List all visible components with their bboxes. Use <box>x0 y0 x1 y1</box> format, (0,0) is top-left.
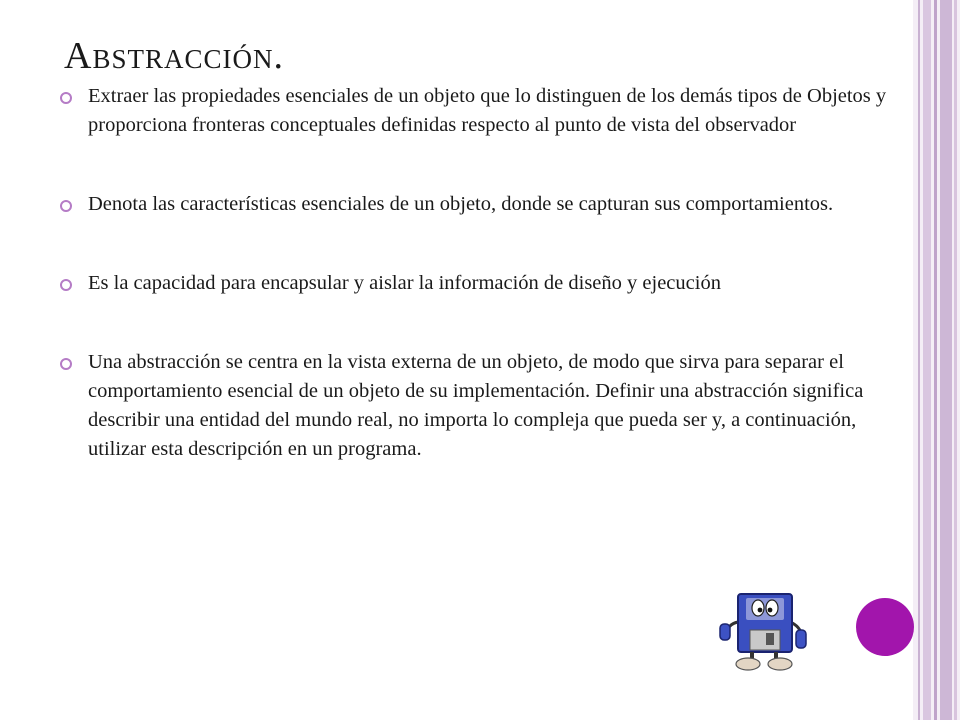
purple-circle-decoration <box>856 598 914 656</box>
ring-bullet-icon <box>60 279 72 291</box>
bullet-text: Es la capacidad para encapsular y aislar la información de diseño y ejecución <box>88 272 721 294</box>
decorative-stripe <box>923 0 931 720</box>
ring-bullet-icon <box>60 200 72 212</box>
decorative-stripe <box>934 0 937 720</box>
slide-title: Abstracción. <box>64 35 284 77</box>
decorative-stripe <box>940 0 952 720</box>
ring-bullet-icon <box>60 92 72 104</box>
floppy-disk-mascot-icon <box>716 588 812 674</box>
decorative-stripe <box>918 0 920 720</box>
bullet-text: Extraer las propiedades esenciales de un objeto que lo distinguen de los demás tipos de Objetos y proporciona fronteras conceptuales definidas respecto al punto de vista del observador <box>88 85 887 136</box>
bullet-item <box>58 190 898 219</box>
bullet-item <box>58 269 898 298</box>
bullet-item <box>58 348 898 464</box>
bullet-text: Una abstracción se centra en la vista externa de un objeto, de modo que sirva para separar el comportamiento esencial de un objeto de su implementación. Definir una abstracción significa describir una entidad del mundo real, no importa lo compleja que pueda ser y, a continuación, utilizar esta descripción en un programa. <box>88 351 864 460</box>
ring-bullet-icon <box>60 358 72 370</box>
bullet-text: Denota las características esenciales de un objeto, donde se capturan sus comportamientos. <box>88 193 834 215</box>
bullet-list <box>58 82 898 464</box>
bullet-item <box>58 82 898 140</box>
decorative-stripe <box>954 0 957 720</box>
